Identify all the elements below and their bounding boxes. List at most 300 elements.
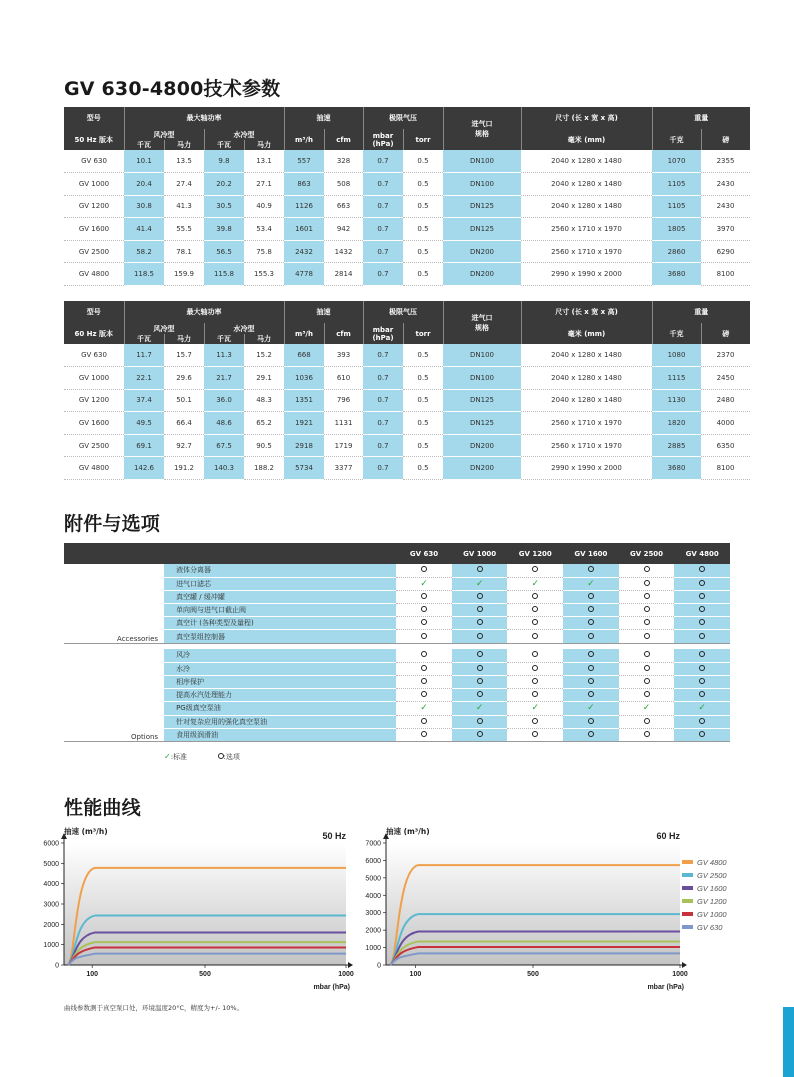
table-cell: 53.4: [244, 218, 284, 241]
x-axis-arrow: [348, 962, 353, 968]
table-cell: 29.6: [164, 367, 204, 390]
table-cell: 0.7: [363, 434, 403, 457]
availability-cell: [619, 689, 675, 702]
table-cell: 191.2: [164, 457, 204, 480]
header-kg: 千克: [652, 323, 701, 344]
accessory-row: [64, 702, 730, 715]
header-kw: 千瓦: [124, 140, 164, 150]
x-axis-label: mbar (hPa): [313, 984, 350, 991]
table-cell: 0.5: [403, 412, 443, 435]
y-tick-label: 6000: [365, 857, 381, 865]
option-circle-icon: [477, 633, 483, 639]
table-cell: 0.5: [403, 389, 443, 412]
table-cell: 4778: [284, 263, 324, 286]
availability-cell: [507, 715, 563, 728]
option-circle-icon: [477, 566, 483, 572]
option-circle-icon: [699, 619, 705, 625]
table-cell: 668: [284, 344, 324, 367]
table-cell: 1115: [652, 367, 701, 390]
table-cell: 115.8: [204, 263, 244, 286]
availability-cell: [563, 617, 619, 630]
option-circle-icon: [699, 665, 705, 671]
availability-cell: [452, 728, 508, 741]
chart-title: 50 Hz: [322, 831, 346, 841]
legend-label: GV 2500: [697, 871, 727, 880]
availability-cell: [396, 604, 452, 617]
accessory-row: [64, 715, 730, 728]
header-model-col: GV 2500: [619, 543, 675, 564]
availability-cell: [452, 676, 508, 689]
table-cell: 41.4: [124, 218, 164, 241]
availability-cell: [674, 728, 730, 741]
accessory-name: 食用级润滑油: [164, 728, 396, 741]
x-tick-label: 100: [409, 971, 422, 978]
table-cell: GV 1000: [64, 173, 124, 196]
table-cell: GV 4800: [64, 457, 124, 480]
check-icon: ✓: [698, 703, 706, 714]
availability-cell: [563, 577, 619, 590]
table-cell: 40.9: [244, 195, 284, 218]
option-circle-icon: [644, 580, 650, 586]
table-cell: 2990 x 1990 x 2000: [521, 263, 652, 286]
availability-cell: [452, 689, 508, 702]
table-cell: 508: [324, 173, 363, 196]
table-cell: 0.7: [363, 173, 403, 196]
legend-label: GV 1000: [697, 910, 727, 919]
table-cell: 2040 x 1280 x 1480: [521, 344, 652, 367]
table-cell: 1820: [652, 412, 701, 435]
availability-cell: [674, 649, 730, 662]
table-cell: DN200: [443, 240, 521, 263]
header-dimensions: 尺寸 (长 x 宽 x 高): [521, 107, 652, 129]
table-cell: 90.5: [244, 434, 284, 457]
y-tick-label: 2000: [365, 927, 381, 935]
x-tick-label: 500: [199, 971, 211, 978]
table-cell: 0.5: [403, 263, 443, 286]
availability-cell: [563, 702, 619, 715]
option-circle-icon: [532, 718, 538, 724]
legend-standard-label: 标准: [173, 753, 188, 761]
option-circle-icon: [699, 718, 705, 724]
check-icon: ✓: [475, 578, 484, 589]
table-cell: 30.8: [124, 195, 164, 218]
option-circle-icon: [699, 566, 705, 572]
check-icon: ✓: [587, 578, 595, 589]
accessory-row: [64, 676, 730, 689]
option-circle-icon: [588, 678, 594, 684]
option-circle-icon: [532, 665, 538, 671]
x-tick-label: 100: [86, 971, 99, 978]
table-cell: 155.3: [244, 263, 284, 286]
option-circle-icon: [699, 731, 705, 737]
option-circle-icon: [644, 566, 650, 572]
option-circle-icon: [477, 731, 483, 737]
table-cell: 1601: [284, 218, 324, 241]
table-cell: 0.7: [363, 367, 403, 390]
option-circle-icon: [532, 593, 538, 599]
accessory-name: 真空计 (各种类型及量程): [164, 617, 396, 630]
option-circle-icon: [532, 651, 538, 657]
legend-label: GV 4800: [697, 858, 727, 867]
table-cell: 140.3: [204, 457, 244, 480]
header-kg: 千克: [652, 129, 701, 150]
header-model-col: GV 4800: [674, 543, 730, 564]
table-cell: 1805: [652, 218, 701, 241]
table-cell: 2480: [701, 389, 750, 412]
table-cell: 6290: [701, 240, 750, 263]
check-icon: ✓: [531, 578, 540, 589]
availability-cell: [619, 577, 675, 590]
table-cell: 1130: [652, 389, 701, 412]
table-cell: 2040 x 1280 x 1480: [521, 367, 652, 390]
table-cell: 1070: [652, 150, 701, 173]
option-circle-icon: [477, 678, 483, 684]
table-cell: 92.7: [164, 434, 204, 457]
table-row: [64, 240, 750, 263]
table-cell: 393: [324, 344, 363, 367]
availability-cell: [507, 604, 563, 617]
availability-cell: [619, 630, 675, 643]
header-model: 型号: [64, 107, 124, 129]
table-cell: 55.5: [164, 218, 204, 241]
table-cell: 0.7: [363, 150, 403, 173]
table-cell: GV 4800: [64, 263, 124, 286]
table-cell: DN125: [443, 195, 521, 218]
table-cell: 188.2: [244, 457, 284, 480]
table-row: [64, 263, 750, 286]
availability-cell: [563, 715, 619, 728]
legend-label: GV 1600: [697, 884, 727, 893]
table-row: [64, 389, 750, 412]
option-circle-icon: [477, 593, 483, 599]
y-tick-label: 5000: [43, 860, 59, 868]
table-cell: 2040 x 1280 x 1480: [521, 389, 652, 412]
header-mm: 毫米 (mm): [521, 129, 652, 150]
option-circle-icon: [644, 691, 650, 697]
table-cell: 48.6: [204, 412, 244, 435]
option-circle-icon: [421, 619, 427, 625]
spec-table-60hz: [64, 301, 750, 480]
table-cell: 0.5: [403, 434, 443, 457]
header-hp: 马力: [164, 334, 204, 344]
legend-label: GV 1200: [697, 897, 727, 906]
accessory-name: 真空泵组控制器: [164, 630, 396, 643]
option-circle-icon: [699, 593, 705, 599]
table-cell: 0.5: [403, 240, 443, 263]
table-row: [64, 457, 750, 480]
availability-cell: [396, 564, 452, 577]
table-cell: 3377: [324, 457, 363, 480]
availability-cell: [396, 689, 452, 702]
table-cell: 118.5: [124, 263, 164, 286]
header-ultimate-pressure: 极限气压: [363, 107, 443, 129]
header-weight: 重量: [652, 107, 750, 129]
table-cell: 863: [284, 173, 324, 196]
table-row: [64, 195, 750, 218]
availability-cell: [563, 590, 619, 603]
header-model-col: GV 1600: [563, 543, 619, 564]
x-axis-arrow: [682, 962, 687, 968]
header-inlet: 进气口 规格: [443, 107, 521, 150]
table-cell: 56.5: [204, 240, 244, 263]
availability-cell: [507, 577, 563, 590]
table-row: [64, 412, 750, 435]
option-circle-icon: [477, 718, 483, 724]
availability-cell: [674, 662, 730, 675]
table-cell: 1080: [652, 344, 701, 367]
accessory-name: 水冷: [164, 662, 396, 675]
table-cell: 6350: [701, 434, 750, 457]
table-cell: 75.8: [244, 240, 284, 263]
table-cell: 2040 x 1280 x 1480: [521, 195, 652, 218]
table-row: [64, 367, 750, 390]
option-circle-icon: [644, 633, 650, 639]
availability-cell: [563, 649, 619, 662]
spec-table-50hz: [64, 107, 750, 286]
option-circle-icon: [532, 678, 538, 684]
option-circle-icon: [644, 651, 650, 657]
table-cell: GV 2500: [64, 434, 124, 457]
option-circle-icon: [588, 731, 594, 737]
header-water-cooled: 水冷型: [204, 129, 284, 140]
legend-swatch: [682, 873, 693, 877]
accessory-row: [64, 728, 730, 741]
availability-cell: [674, 604, 730, 617]
header-water-cooled: 水冷型: [204, 323, 284, 334]
option-circle-icon: [699, 651, 705, 657]
table-cell: 2355: [701, 150, 750, 173]
table-row: [64, 434, 750, 457]
availability-cell: [619, 715, 675, 728]
side-tab-marker: [783, 1007, 794, 1077]
accessory-row: [64, 649, 730, 662]
table-cell: 20.4: [124, 173, 164, 196]
table-cell: 2814: [324, 263, 363, 286]
option-circle-icon: [588, 593, 594, 599]
legend-swatch: [682, 899, 693, 903]
legend-option-label: 选项: [225, 753, 240, 761]
option-circle-icon: [532, 566, 538, 572]
availability-cell: [674, 590, 730, 603]
option-circle-icon: [699, 606, 705, 612]
header-m3h: m³/h: [284, 129, 324, 150]
header-version: 60 Hz 版本: [64, 323, 124, 344]
header-max-power: 最大轴功率: [124, 301, 284, 323]
option-circle-icon: [532, 633, 538, 639]
table-cell: 27.1: [244, 173, 284, 196]
table-cell: 1719: [324, 434, 363, 457]
check-icon: ✓: [642, 703, 651, 714]
header-lb: 磅: [701, 129, 750, 150]
table-cell: 30.5: [204, 195, 244, 218]
option-circle-icon: [421, 731, 427, 737]
accessory-name: 针对复杂应用的强化真空泵油: [164, 715, 396, 728]
table-cell: 48.3: [244, 389, 284, 412]
table-cell: 39.8: [204, 218, 244, 241]
table-cell: 0.7: [363, 457, 403, 480]
option-circle-icon: [588, 718, 594, 724]
table-cell: 1432: [324, 240, 363, 263]
table-cell: 557: [284, 150, 324, 173]
option-circle-icon: [477, 665, 483, 671]
option-circle-icon: [644, 665, 650, 671]
chart-legend: [680, 855, 750, 935]
availability-cell: [396, 702, 452, 715]
availability-cell: [619, 702, 675, 715]
table-cell: 2370: [701, 344, 750, 367]
table-cell: 942: [324, 218, 363, 241]
option-circle-icon: [699, 691, 705, 697]
option-circle-icon: [588, 606, 594, 612]
accessory-name: 提高水汽处理能力: [164, 689, 396, 702]
header-inlet: 进气口 规格: [443, 301, 521, 344]
table-cell: 15.7: [164, 344, 204, 367]
table-cell: 1105: [652, 173, 701, 196]
option-circle-icon: [421, 606, 427, 612]
table-cell: 13.1: [244, 150, 284, 173]
table-cell: DN100: [443, 150, 521, 173]
table-cell: 78.1: [164, 240, 204, 263]
table-cell: 0.7: [363, 218, 403, 241]
table-cell: 2560 x 1710 x 1970: [521, 412, 652, 435]
header-speed: 抽速: [284, 301, 363, 323]
accessory-name: 单向阀与进气口截止阀: [164, 604, 396, 617]
availability-cell: [396, 715, 452, 728]
availability-cell: [396, 662, 452, 675]
header-model-col: GV 630: [396, 543, 452, 564]
availability-cell: [674, 577, 730, 590]
header-model-col: GV 1200: [507, 543, 563, 564]
availability-cell: [396, 676, 452, 689]
availability-cell: [507, 564, 563, 577]
table-cell: 663: [324, 195, 363, 218]
accessory-name: 真空罐 / 缓冲罐: [164, 590, 396, 603]
table-cell: 1126: [284, 195, 324, 218]
availability-cell: [396, 577, 452, 590]
availability-cell: [507, 702, 563, 715]
availability-cell: [452, 590, 508, 603]
y-tick-label: 3000: [365, 910, 381, 918]
table-cell: 0.5: [403, 150, 443, 173]
table-cell: DN125: [443, 389, 521, 412]
group-label: Accessories: [64, 564, 164, 643]
performance-chart-50hz: [34, 825, 352, 995]
x-tick-label: 500: [527, 971, 539, 978]
header-speed: 抽速: [284, 107, 363, 129]
availability-cell: [452, 662, 508, 675]
table-cell: 3970: [701, 218, 750, 241]
header-ultimate-pressure: 极限气压: [363, 301, 443, 323]
option-circle-icon: [644, 718, 650, 724]
table-cell: 2040 x 1280 x 1480: [521, 150, 652, 173]
option-circle-icon: [588, 651, 594, 657]
accessory-row: [64, 689, 730, 702]
header-version: 50 Hz 版本: [64, 129, 124, 150]
availability-cell: [674, 564, 730, 577]
legend-label: GV 630: [697, 923, 723, 932]
option-circle-icon: [421, 566, 427, 572]
availability-cell: [563, 604, 619, 617]
availability-cell: [563, 564, 619, 577]
table-cell: DN100: [443, 367, 521, 390]
header-weight: 重量: [652, 301, 750, 323]
accessory-name: 液体分离器: [164, 564, 396, 577]
availability-cell: [396, 649, 452, 662]
y-tick-label: 4000: [43, 881, 59, 889]
option-circle-icon: [699, 633, 705, 639]
y-tick-label: 1000: [43, 942, 59, 950]
availability-cell: [619, 564, 675, 577]
table-cell: 20.2: [204, 173, 244, 196]
table-cell: 2560 x 1710 x 1970: [521, 218, 652, 241]
table-cell: 0.7: [363, 240, 403, 263]
availability-cell: [507, 676, 563, 689]
header-torr: torr: [403, 323, 443, 344]
availability-cell: [452, 702, 508, 715]
option-circle-icon: [477, 606, 483, 612]
table-cell: 22.1: [124, 367, 164, 390]
option-circle-icon: [699, 580, 705, 586]
availability-cell: [619, 604, 675, 617]
availability-cell: [619, 649, 675, 662]
header-kw: 千瓦: [124, 334, 164, 344]
availability-cell: [452, 715, 508, 728]
option-circle-icon: [644, 619, 650, 625]
table-cell: 0.7: [363, 389, 403, 412]
table-cell: GV 1600: [64, 412, 124, 435]
table-cell: 2860: [652, 240, 701, 263]
header-cfm: cfm: [324, 129, 363, 150]
table-cell: 1351: [284, 389, 324, 412]
legend-swatch: [682, 912, 693, 916]
accessory-row: [64, 630, 730, 643]
legend-note: ✓:标准 :选项: [164, 752, 240, 761]
table-cell: 1105: [652, 195, 701, 218]
table-cell: GV 1000: [64, 367, 124, 390]
option-circle-icon: [532, 619, 538, 625]
accessory-name: 进气口滤芯: [164, 577, 396, 590]
header-m3h: m³/h: [284, 323, 324, 344]
table-row: [64, 344, 750, 367]
table-cell: 3680: [652, 457, 701, 480]
check-icon: ✓: [587, 703, 595, 714]
table-cell: 13.5: [164, 150, 204, 173]
footnote: 曲线参数测于真空泵口处，环境温度20°C，精度为+/- 10%。: [64, 1004, 244, 1012]
header-kw: 千瓦: [204, 334, 244, 344]
table-cell: 69.1: [124, 434, 164, 457]
availability-cell: [452, 604, 508, 617]
availability-cell: [452, 649, 508, 662]
accessory-row: [64, 662, 730, 675]
header-air-cooled: 风冷型: [124, 129, 204, 140]
table-cell: DN100: [443, 344, 521, 367]
option-circle-icon: [588, 691, 594, 697]
availability-cell: [396, 617, 452, 630]
option-circle-icon: [477, 691, 483, 697]
table-cell: GV 1600: [64, 218, 124, 241]
table-cell: 0.5: [403, 367, 443, 390]
option-circle-icon: [532, 606, 538, 612]
availability-cell: [674, 689, 730, 702]
option-circle-icon: [588, 619, 594, 625]
section-title-performance: 性能曲线: [64, 797, 141, 819]
table-cell: 328: [324, 150, 363, 173]
accessory-row: [64, 577, 730, 590]
availability-cell: [619, 590, 675, 603]
option-circle-icon: [588, 566, 594, 572]
option-circle-icon: [421, 593, 427, 599]
table-cell: 8100: [701, 457, 750, 480]
